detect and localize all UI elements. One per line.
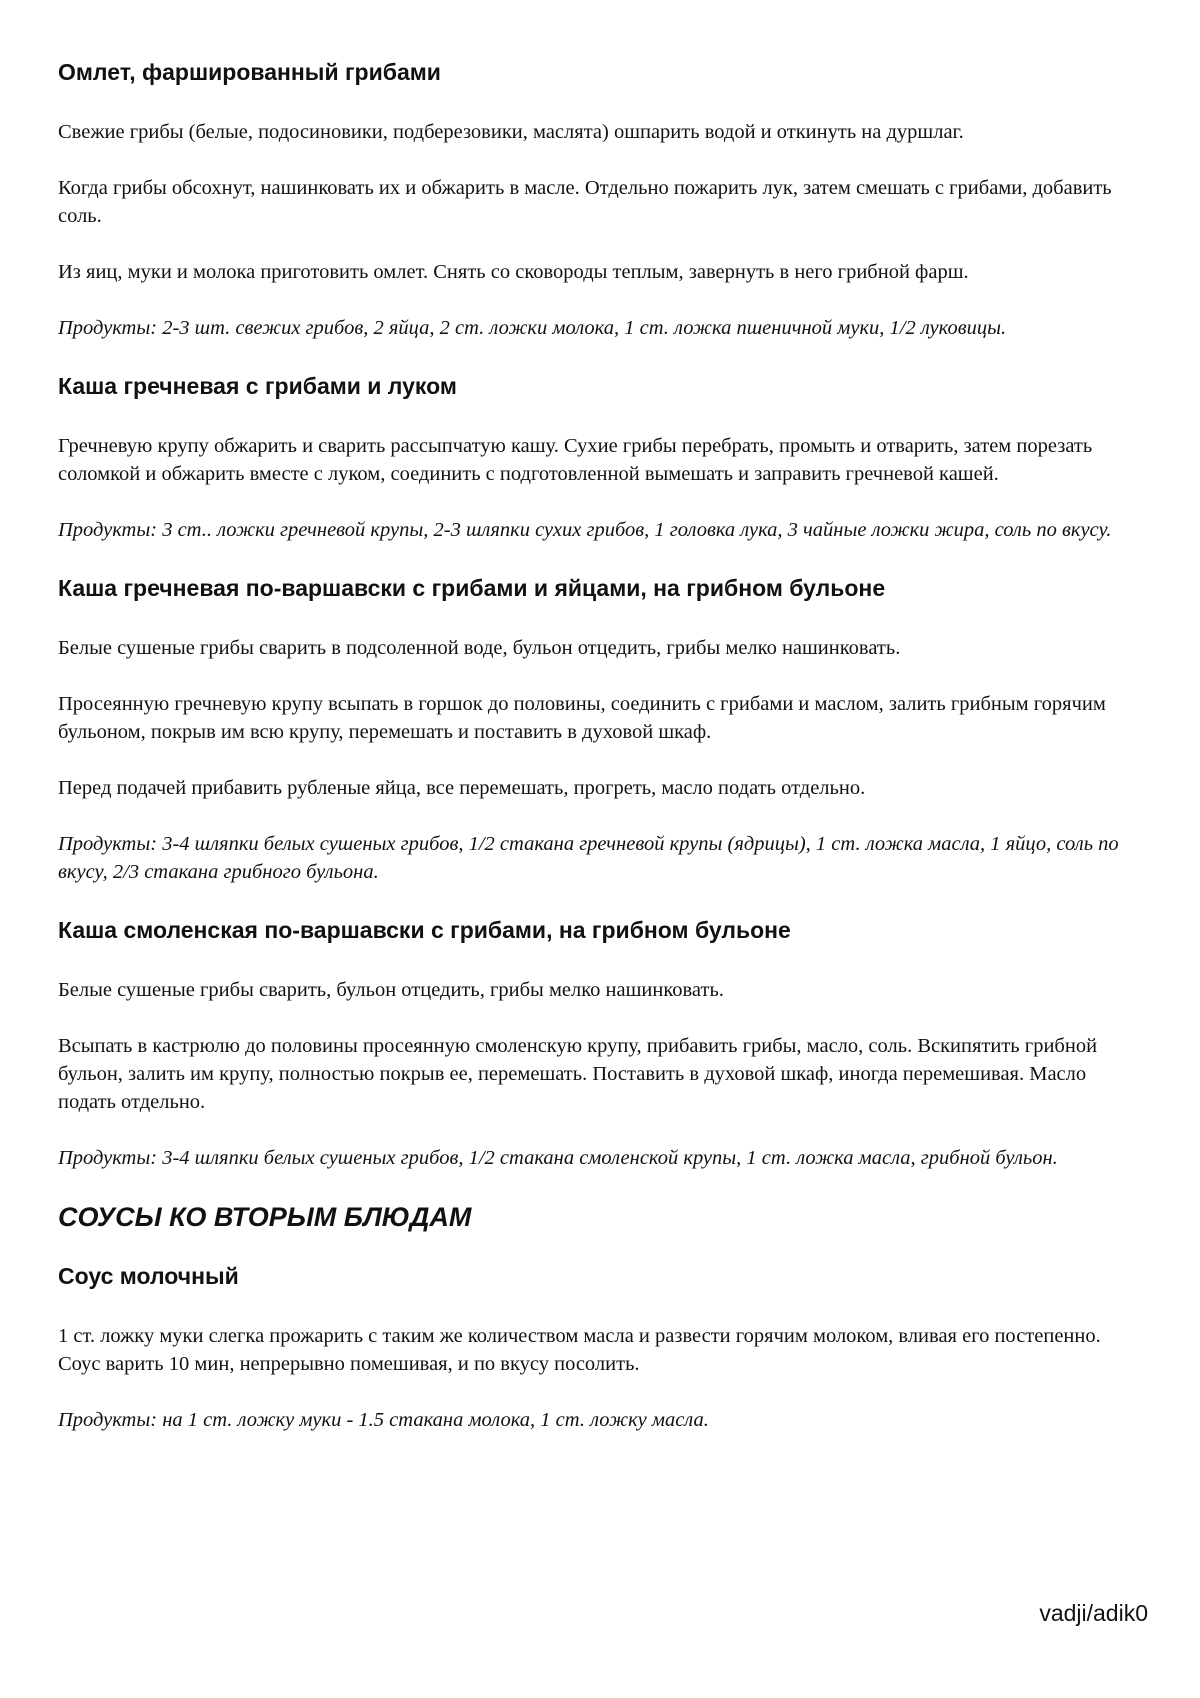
recipe-title: Каша гречневая с грибами и луком (58, 370, 1148, 402)
paragraph: Гречневую крупу обжарить и сварить рассыпчатую кашу. Сухие грибы перебрать, промыть и отварить, затем порезать соломкой и обжарить вместе с луком, соединить с подготовленной вымешать и заправить гречневой кашей. (58, 432, 1148, 488)
paragraph: 1 ст. ложку муки слегка прожарить с таким же количеством масла и развести горячим молоком, вливая его постепенно. Соус варить 10 мин, непрерывно помешивая, и по вкусу посолить. (58, 1322, 1148, 1378)
paragraph: Из яиц, муки и молока приготовить омлет. Снять со сковороды теплым, завернуть в него грибной фарш. (58, 258, 1148, 286)
products-list: Продукты: 2-3 шт. свежих грибов, 2 яйца, 2 ст. ложки молока, 1 ст. ложка пшеничной муки, 1/2 луковицы. (58, 314, 1148, 342)
recipe-omelet (58, 56, 1148, 342)
paragraph: Белые сушеные грибы сварить в подсоленной воде, бульон отцедить, грибы мелко нашинковать. (58, 634, 1148, 662)
products-list: Продукты: 3-4 шляпки белых сушеных грибов, 1/2 стакана гречневой крупы (ядрицы), 1 ст. ложка масла, 1 яйцо, соль по вкусу, 2/3 стакана грибного бульона. (58, 830, 1148, 886)
products-list: Продукты: на 1 ст. ложку муки - 1.5 стакана молока, 1 ст. ложку масла. (58, 1406, 1148, 1434)
paragraph: Всыпать в кастрюлю до половины просеянную смоленскую крупу, прибавить грибы, масло, соль. Вскипятить грибной бульон, залить им крупу, полностью покрыв ее, перемешать. Поставить в духовой шкаф, иногда перемешивая. Масло подать отдельно. (58, 1032, 1148, 1116)
products-list: Продукты: 3-4 шляпки белых сушеных грибов, 1/2 стакана смоленской крупы, 1 ст. ложка масла, грибной бульон. (58, 1144, 1148, 1172)
recipe-buckwheat-onion (58, 370, 1148, 544)
paragraph: Свежие грибы (белые, подосиновики, подберезовики, маслята) ошпарить водой и откинуть на дуршлаг. (58, 118, 1148, 146)
recipe-title: Соус молочный (58, 1260, 1148, 1292)
paragraph: Просеянную гречневую крупу всыпать в горшок до половины, соединить с грибами и маслом, залить грибным горячим бульоном, покрыв им всю крупу, перемешать и поставить в духовой шкаф. (58, 690, 1148, 746)
recipe-title: Каша гречневая по-варшавски с грибами и яйцами, на грибном бульоне (58, 572, 1148, 604)
section-title: СОУСЫ КО ВТОРЫМ БЛЮДАМ (58, 1200, 1148, 1234)
footer-signature: vadji/adik0 (1039, 1600, 1148, 1627)
paragraph: Когда грибы обсохнут, нашинковать их и обжарить в масле. Отдельно пожарить лук, затем смешать с грибами, добавить соль. (58, 174, 1148, 230)
paragraph: Перед подачей прибавить рубленые яйца, все перемешать, прогреть, масло подать отдельно. (58, 774, 1148, 802)
products-list: Продукты: 3 ст.. ложки гречневой крупы, 2-3 шляпки сухих грибов, 1 головка лука, 3 чайные ложки жира, соль по вкусу. (58, 516, 1148, 544)
document-page (58, 56, 1148, 1462)
recipe-title: Омлет, фаршированный грибами (58, 56, 1148, 88)
recipe-smolensk-warsaw (58, 914, 1148, 1172)
paragraph: Белые сушеные грибы сварить, бульон отцедить, грибы мелко нашинковать. (58, 976, 1148, 1004)
recipe-milk-sauce (58, 1260, 1148, 1434)
recipe-title: Каша смоленская по-варшавски с грибами, на грибном бульоне (58, 914, 1148, 946)
recipe-buckwheat-warsaw (58, 572, 1148, 886)
